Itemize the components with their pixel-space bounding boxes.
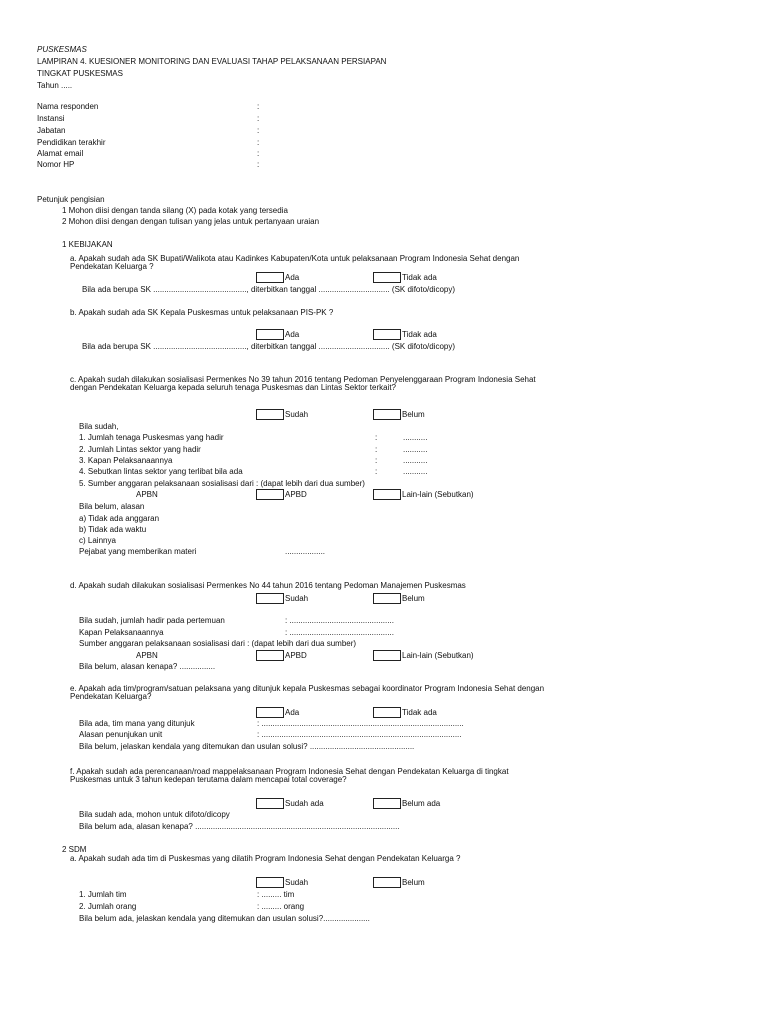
source-question: Sumber anggaran pelaksanaan sosialisasi dari : (dapat lebih dari dua sumber)	[79, 639, 357, 648]
field-colon: :	[257, 102, 260, 111]
doc-title-line1: LAMPIRAN 4. KUESIONER MONITORING DAN EVALUASI TAHAP PELAKSANAAN PERSIAPAN	[37, 57, 387, 66]
checkbox-1a-ada[interactable]	[256, 272, 284, 283]
field-colon: :	[257, 149, 260, 158]
field-pendidikan-label: Pendidikan terakhir	[37, 138, 106, 147]
item-label: 3. Kapan Pelaksanaannya	[79, 456, 173, 465]
people-count-label: 2. Jumlah orang	[79, 902, 137, 911]
option-label: Tidak ada	[402, 330, 437, 339]
option-label: Sudah	[285, 410, 309, 419]
checkbox-1d-apbn[interactable]	[256, 650, 284, 661]
section-2-title: 2 SDM	[62, 845, 87, 854]
instruction-item: 2 Mohon diisi dengan dengan tulisan yang jelas untuk pertanyaan uraian	[62, 217, 320, 226]
field-name-label: Nama responden	[37, 102, 99, 111]
checkbox-1b-ada[interactable]	[256, 329, 284, 340]
speaker-label: Pejabat yang memberikan materi	[79, 547, 197, 556]
option-label: Sudah ada	[285, 799, 324, 808]
checkbox-1f-sudah-ada[interactable]	[256, 798, 284, 809]
checkbox-1b-tidak-ada[interactable]	[373, 329, 401, 340]
checkbox-1a-tidak-ada[interactable]	[373, 272, 401, 283]
if-no-label: Bila belum ada, jelaskan kendala yang ditemukan dan usulan solusi?.....................	[79, 914, 370, 923]
question-1e-cont: Pendekatan Keluarga?	[70, 692, 152, 701]
field-colon: :	[257, 114, 260, 123]
option-label: Belum	[402, 594, 425, 603]
field-jabatan-label: Jabatan	[37, 126, 66, 135]
item-dots: ...........	[403, 433, 428, 442]
question-1c-cont: dengan Pendekatan Keluarga kepada seluruh tenaga Puskesmas dan Lintas Sektor terkait?	[70, 383, 396, 392]
source-other-label: Lain-lain (Sebutkan)	[402, 651, 474, 660]
checkbox-1d-sudah[interactable]	[256, 593, 284, 604]
question-1f: f. Apakah sudah ada perencanaan/road mappelaksanaan Program Indonesia Sehat dengan Pendekatan Keluarga di tingkat	[70, 767, 509, 776]
option-label: Belum	[402, 410, 425, 419]
team-value: : ...........................................................................................	[257, 719, 464, 728]
option-label: Sudah	[285, 594, 309, 603]
field-colon: :	[257, 126, 260, 135]
checkbox-2a-sudah[interactable]	[256, 877, 284, 888]
question-1d: d. Apakah sudah dilakukan sosialisasi Permenkes No 44 tahun 2016 tentang Pedoman Manajemen Puskesmas	[70, 581, 466, 590]
checkbox-1f-belum-ada[interactable]	[373, 798, 401, 809]
question-1b: b. Apakah sudah ada SK Kepala Puskesmas untuk pelaksanaan PIS-PK ?	[70, 308, 334, 317]
checkbox-1c-sudah[interactable]	[256, 409, 284, 420]
speaker-dots: ..................	[285, 547, 326, 556]
question-1a-cont: Pendekatan Keluarga ?	[70, 262, 154, 271]
attend-value: : ...............................................	[285, 616, 394, 625]
option-label: Ada	[285, 708, 300, 717]
item-label: 4. Sebutkan lintas sektor yang terlibat bila ada	[79, 467, 243, 476]
question-1f-cont: Puskesmas untuk 3 tahun kedepan terutama dalam mencapai total coverage?	[70, 775, 347, 784]
instruction-item: 1 Mohon diisi dengan tanda silang (X) pada kotak yang tersedia	[62, 206, 288, 215]
item-dots: ...........	[403, 456, 428, 465]
attend-label: Bila sudah, jumlah hadir pada pertemuan	[79, 616, 225, 625]
when-label: Kapan Pelaksanaannya	[79, 628, 164, 637]
instructions-title: Petunjuk pengisian	[37, 195, 105, 204]
reason-label: Alasan penunjukan unit	[79, 730, 163, 739]
if-no-label: Bila belum, jelaskan kendala yang ditemukan dan usulan solusi? ...............................................	[79, 742, 415, 751]
field-colon: :	[257, 160, 260, 169]
source-question: 5. Sumber anggaran pelaksanaan sosialisasi dari : (dapat lebih dari dua sumber)	[79, 479, 365, 488]
section-1-title: 1 KEBIJAKAN	[62, 240, 113, 249]
field-instansi-label: Instansi	[37, 114, 65, 123]
checkbox-1d-belum[interactable]	[373, 593, 401, 604]
item-colon: :	[375, 456, 378, 465]
field-hp-label: Nomor HP	[37, 160, 75, 169]
source-apbd-label: APBD	[285, 651, 307, 660]
year-label: Tahun .....	[37, 81, 73, 90]
question-1a: a. Apakah sudah ada SK Bupati/Walikota atau Kadinkes Kabupaten/Kota untuk pelaksanaan Program Indonesia Sehat dengan	[70, 254, 520, 263]
note-1a: Bila ada berupa SK .........................................., diterbitkan tanggal ................................ (SK difoto/dicopy)	[82, 285, 456, 294]
team-label: Bila ada, tim mana yang ditunjuk	[79, 719, 195, 728]
reason-value: : ..........................................................................................	[257, 730, 462, 739]
people-count-value: : ......... orang	[257, 902, 305, 911]
option-label: Belum ada	[402, 799, 441, 808]
item-colon: :	[375, 467, 378, 476]
item-dots: ...........	[403, 445, 428, 454]
team-count-label: 1. Jumlah tim	[79, 890, 127, 899]
item-label: 2. Jumlah Lintas sektor yang hadir	[79, 445, 201, 454]
question-1e: e. Apakah ada tim/program/satuan pelaksana yang ditunjuk kepala Puskesmas sebagai koordinator Program Indonesia Sehat dengan	[70, 684, 545, 693]
source-apbn-label: APBN	[136, 490, 158, 499]
reason-item: a) Tidak ada anggaran	[79, 514, 160, 523]
reason-item: b) Tidak ada waktu	[79, 525, 147, 534]
org-title: PUSKESMAS	[37, 45, 87, 54]
checkbox-1c-belum[interactable]	[373, 409, 401, 420]
checkbox-1e-ada[interactable]	[256, 707, 284, 718]
question-1c: c. Apakah sudah dilakukan sosialisasi Permenkes No 39 tahun 2016 tentang Pedoman Penyelenggaraan Program Indonesia Sehat	[70, 375, 536, 384]
checkbox-1c-apbn[interactable]	[256, 489, 284, 500]
checkbox-1e-tidak-ada[interactable]	[373, 707, 401, 718]
checkbox-2a-belum[interactable]	[373, 877, 401, 888]
checkbox-1c-apbd[interactable]	[373, 489, 401, 500]
item-colon: :	[375, 445, 378, 454]
doc-title-line2: TINGKAT PUSKESMAS	[37, 69, 123, 78]
option-label: Belum	[402, 878, 425, 887]
option-label: Tidak ada	[402, 708, 437, 717]
team-count-value: : ......... tim	[257, 890, 295, 899]
if-no-label: Bila belum, alasan	[79, 502, 145, 511]
item-dots: ...........	[403, 467, 428, 476]
checkbox-1d-apbd[interactable]	[373, 650, 401, 661]
if-yes-label: Bila sudah,	[79, 422, 119, 431]
reason-item: c) Lainnya	[79, 536, 116, 545]
if-yes-label: Bila sudah ada, mohon untuk difoto/dicopy	[79, 810, 230, 819]
note-1b: Bila ada berupa SK .........................................., diterbitkan tanggal ................................ (SK difoto/dicopy)	[82, 342, 456, 351]
option-label: Ada	[285, 273, 300, 282]
option-label: Sudah	[285, 878, 309, 887]
item-label: 1. Jumlah tenaga Puskesmas yang hadir	[79, 433, 224, 442]
source-apbn-label: APBN	[136, 651, 158, 660]
question-2a: a. Apakah sudah ada tim di Puskesmas yang dilatih Program Indonesia Sehat dengan Pendekatan Keluarga ?	[70, 854, 461, 863]
option-label: Ada	[285, 330, 300, 339]
field-email-label: Alamat email	[37, 149, 84, 158]
source-other-label: Lain-lain (Sebutkan)	[402, 490, 474, 499]
if-no-label: Bila belum ada, alasan kenapa? ............................................................................................	[79, 822, 400, 831]
if-no-label: Bila belum, alasan kenapa? ................	[79, 662, 216, 671]
source-apbd-label: APBD	[285, 490, 307, 499]
item-colon: :	[375, 433, 378, 442]
when-value: : ...............................................	[285, 628, 394, 637]
field-colon: :	[257, 138, 260, 147]
option-label: Tidak ada	[402, 273, 437, 282]
